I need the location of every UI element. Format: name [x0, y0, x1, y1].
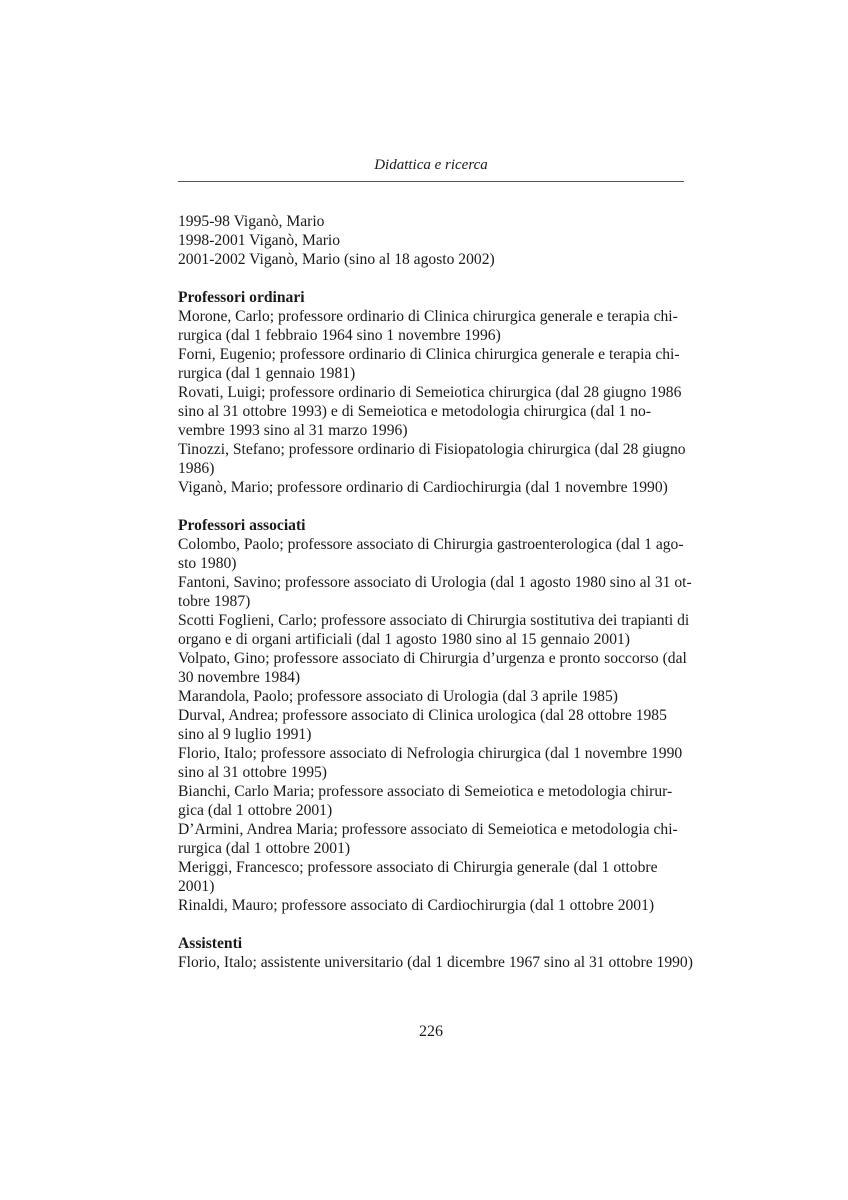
entry-line: sino al 31 ottobre 1995)	[178, 764, 327, 781]
list-item	[178, 440, 684, 478]
list-item	[178, 687, 684, 706]
list-item	[178, 611, 690, 649]
entry-line: Fantoni, Savino; professore associato di Urologia (dal 1 agosto 1980 sino al 31 ot-	[178, 574, 692, 591]
list-item	[178, 345, 684, 383]
entry-line: Colombo, Paolo; professore associato di Chirurgia gastroenterologica (dal 1 ago-	[178, 536, 684, 553]
entry-line: tobre 1987)	[178, 593, 251, 610]
page-number: 226	[419, 1023, 443, 1040]
entry-line: sto 1980)	[178, 555, 237, 572]
entry-line: 1986)	[178, 460, 215, 477]
entry-line: Florio, Italo; assistente universitario (dal 1 dicembre 1967 sino al 31 ottobre 1990)	[178, 954, 693, 971]
section-heading: Professori ordinari	[178, 289, 305, 306]
entry-line: sino al 31 ottobre 1993) e di Semeiotica e metodologia chirurgica (dal 1 no-	[178, 403, 652, 420]
running-head: Didattica e ricerca	[374, 157, 488, 173]
entry-line: Durval, Andrea; professore associato di Clinica urologica (dal 28 ottobre 1985	[178, 707, 667, 724]
entry-line: D’Armini, Andrea Maria; professore associato di Semeiotica e metodologia chi-	[178, 821, 678, 838]
list-item	[178, 649, 687, 687]
entry-line: Scotti Foglieni, Carlo; professore associato di Chirurgia sostitutiva dei trapianti di	[178, 612, 690, 629]
entry-line: rurgica (dal 1 gennaio 1981)	[178, 365, 356, 382]
section-heading: Professori associati	[178, 517, 306, 534]
director-line: 1998-2001 Viganò, Mario	[178, 232, 341, 249]
entry-line: Marandola, Paolo; professore associato di Urologia (dal 3 aprile 1985)	[178, 688, 618, 705]
entry-line: Forni, Eugenio; professore ordinario di Clinica chirurgica generale e terapia chi-	[178, 346, 680, 363]
entry-line: organo e di organi artificiali (dal 1 agosto 1980 sino al 15 gennaio 2001)	[178, 631, 630, 648]
header-rule	[178, 181, 684, 182]
entry-line: rurgica (dal 1 ottobre 2001)	[178, 840, 351, 857]
entry-line: Rovati, Luigi; professore ordinario di Semeiotica chirurgica (dal 28 giugno 1986	[178, 384, 682, 401]
entry-line: Bianchi, Carlo Maria; professore associato di Semeiotica e metodologia chirur-	[178, 783, 673, 800]
entry-line: Morone, Carlo; professore ordinario di Clinica chirurgica generale e terapia chi-	[178, 308, 678, 325]
section-professori-ordinari	[178, 288, 684, 497]
entry-line: Volpato, Gino; professore associato di Chirurgia d’urgenza e pronto soccorso (dal	[178, 650, 687, 667]
section-heading: Assistenti	[178, 935, 243, 952]
list-item	[178, 307, 684, 345]
entry-line: Rinaldi, Mauro; professore associato di Cardiochirurgia (dal 1 ottobre 2001)	[178, 897, 655, 914]
entry-line: Tinozzi, Stefano; professore ordinario di Fisiopatologia chirurgica (dal 28 giugno	[178, 441, 686, 458]
entry-line: Meriggi, Francesco; professore associato di Chirurgia generale (dal 1 ottobre	[178, 859, 658, 876]
list-item	[178, 820, 684, 858]
list-item	[178, 383, 684, 440]
entry-line: 30 novembre 1984)	[178, 669, 301, 686]
list-item	[178, 858, 684, 896]
page-content	[178, 212, 693, 972]
list-item	[178, 896, 684, 915]
list-item	[178, 706, 684, 744]
list-item	[178, 953, 693, 972]
entry-line: Florio, Italo; professore associato di Nefrologia chirurgica (dal 1 novembre 1990	[178, 745, 683, 762]
directors-list	[178, 212, 684, 269]
entry-line: Viganò, Mario; professore ordinario di Cardiochirurgia (dal 1 novembre 1990)	[178, 479, 668, 496]
entry-line: rurgica (dal 1 febbraio 1964 sino 1 novembre 1996)	[178, 327, 501, 344]
director-line: 1995-98 Viganò, Mario	[178, 213, 325, 230]
entry-line: vembre 1993 sino al 31 marzo 1996)	[178, 422, 408, 439]
entry-line: 2001)	[178, 878, 215, 895]
section-assistenti	[178, 934, 693, 972]
list-item	[178, 782, 684, 820]
section-professori-associati	[178, 516, 692, 915]
list-item	[178, 535, 684, 573]
list-item	[178, 478, 684, 497]
director-line: 2001-2002 Viganò, Mario (sino al 18 agosto 2002)	[178, 251, 495, 268]
entry-line: gica (dal 1 ottobre 2001)	[178, 802, 333, 819]
entry-line: sino al 9 luglio 1991)	[178, 726, 312, 743]
list-item	[178, 573, 692, 611]
list-item	[178, 744, 684, 782]
